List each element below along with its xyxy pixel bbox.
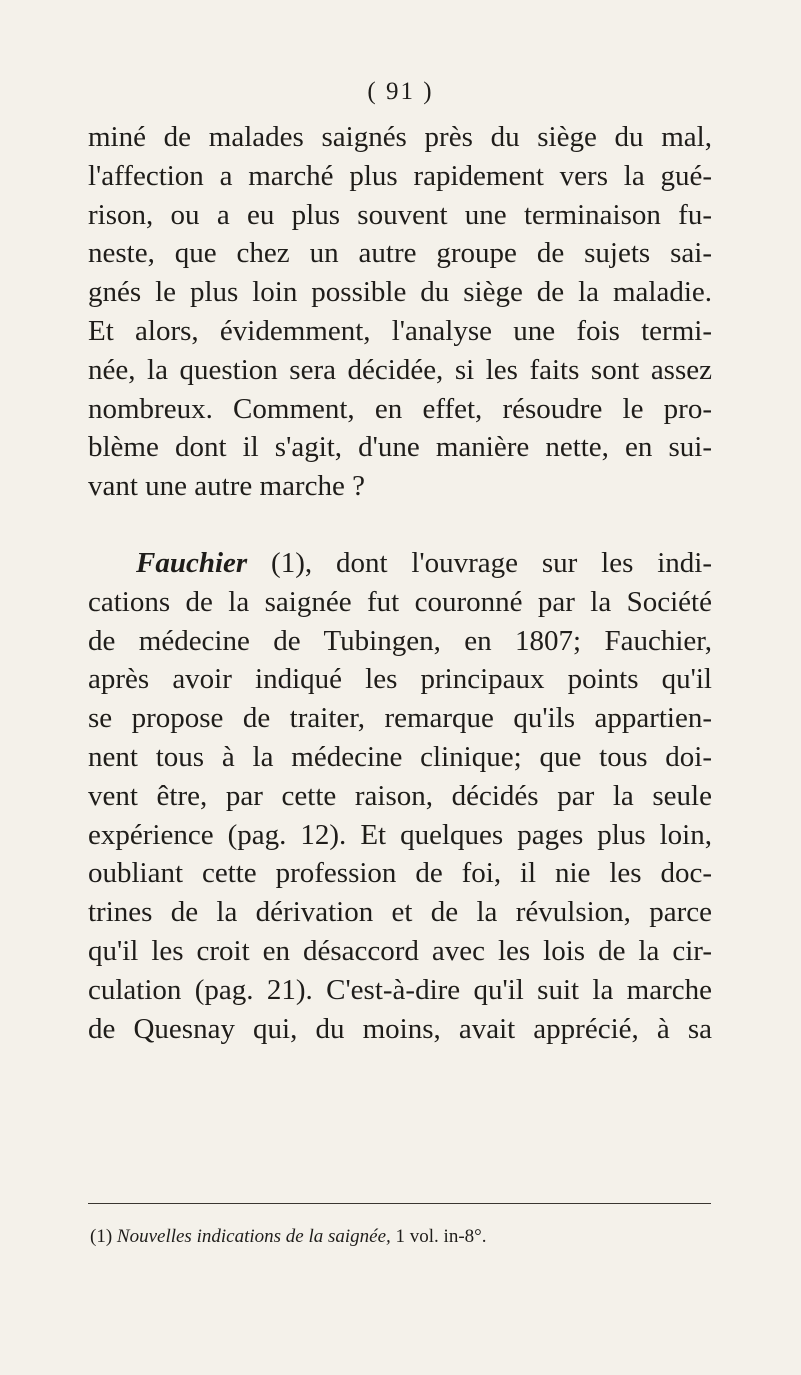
page-number: ( 91 ) — [367, 78, 434, 105]
footnote-marker: (1) — [90, 1226, 113, 1247]
footnote-divider — [88, 1203, 711, 1204]
text-line: se propose de traiter, remarque qu'ils appartien- — [88, 702, 712, 735]
body-text — [88, 118, 712, 1048]
text-line: culation (pag. 21). C'est-à-dire qu'il suit la marche — [88, 973, 712, 1006]
paragraph-first-line — [88, 544, 712, 583]
footnote — [90, 1226, 710, 1248]
text-line: trines de la dérivation et de la révulsion, parce — [88, 896, 712, 929]
text-line: l'affection a marché plus rapidement vers la gué- — [88, 159, 712, 192]
paragraph-gap — [88, 506, 712, 544]
footnote-title: Nouvelles indications de la saignée, — [116, 1226, 391, 1247]
text-line: blème dont il s'agit, d'une manière nette, en sui- — [88, 431, 712, 464]
text-line: nombreux. Comment, en effet, résoudre le pro- — [88, 392, 712, 425]
text-line: gnés le plus loin possible du siège de la maladie. — [88, 276, 712, 309]
text-line: cations de la saignée fut couronné par la Société — [88, 585, 712, 618]
text-line: neste, que chez un autre groupe de sujets sai- — [88, 237, 712, 270]
text-line: miné de malades saignés près du siège du mal, — [88, 121, 712, 153]
author-name: Fauchier — [136, 546, 248, 579]
text-line: de Quesnay qui, du moins, avait apprécié, à sa — [88, 1012, 712, 1045]
text-line: après avoir indiqué les principaux points qu'il — [88, 663, 712, 696]
text-line: nent tous à la médecine clinique; que tous doi- — [88, 740, 712, 773]
text-line: qu'il les croit en désaccord avec les lois de la cir- — [88, 934, 712, 967]
text-fragment: (1), dont l'ouvrage sur les indi- — [247, 546, 712, 579]
text-line: oubliant cette profession de foi, il nie les doc- — [88, 857, 712, 890]
text-line: rison, ou a eu plus souvent une terminaison fu- — [88, 198, 712, 231]
text-line: de médecine de Tubingen, en 1807; Fauchier, — [88, 624, 712, 657]
footnote-text: 1 vol. in-8°. — [395, 1226, 487, 1247]
text-line: née, la question sera décidée, si les faits sont assez — [88, 353, 712, 386]
text-line: Et alors, évidemment, l'analyse une fois termi- — [88, 314, 712, 347]
text-line: vent être, par cette raison, décidés par la seule — [88, 779, 712, 812]
text-line: vant une autre marche ? — [88, 470, 365, 503]
text-line: expérience (pag. 12). Et quelques pages plus loin, — [88, 818, 712, 851]
